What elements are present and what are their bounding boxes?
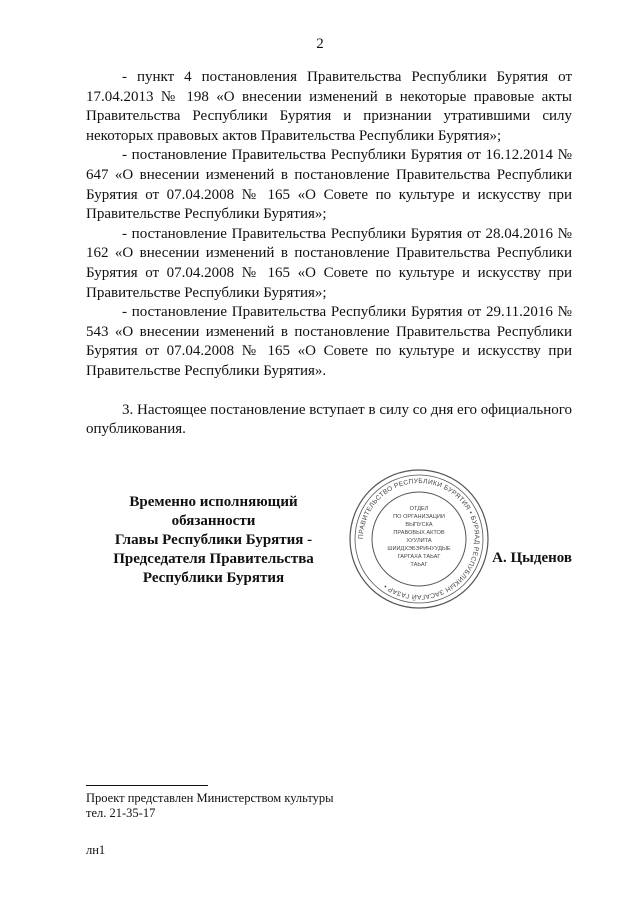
seal-text-line: ПРАВОВЫХ АКТОВ — [393, 530, 445, 536]
seal-text-line: ГАРГАХА ТАЬАГ — [397, 554, 441, 560]
seal-text-line: ТАЬАГ — [410, 562, 428, 568]
seal-text-line: ШИИДХЭБЭРИНУУДЫЕ — [387, 546, 451, 552]
footnote-phone: тел. 21-35-17 — [86, 806, 156, 820]
list-item: - постановление Правительства Республики Бурятия от 29.11.2016 № 543 «О внесении изменений в постановление Правительства Республики Бурятия от 07.04.2008 № 165 «О Совете по культуре и искусству при Правительстве Республики Бурятия». — [86, 304, 572, 379]
signatory-title-line: Республики Бурятия — [142, 570, 285, 586]
list-item: - постановление Правительства Республики Бурятия от 16.12.2014 № 647 «О внесении изменений в постановление Правительства Республики Бурятия от 07.04.2008 № 165 «О Совете по культуре и искусству при Правительстве Республики Бурятия»; — [86, 147, 572, 223]
document-body — [86, 68, 572, 440]
seal-ring-text: ПРАВИТЕЛЬСТВО РЕСПУБЛИКИ БУРЯТИЯ • БУРЯАД РЕСПУБЛИКЫН ЗАСАГАЙ ГАЗАР • — [357, 477, 481, 601]
signatory-title-line: Главы Республики Бурятия - — [114, 532, 313, 548]
official-seal — [348, 468, 490, 610]
signatory-name: А. Цыденов — [492, 550, 572, 566]
list-item: - пункт 4 постановления Правительства Республики Бурятия от 17.04.2013 № 198 «О внесении изменений в некоторые правовые акты Правительства Республики Бурятия и признании утратившими силу некоторых правовых актов Правительства Республики Бурятия»; — [86, 69, 572, 144]
page-number: 2 — [316, 36, 324, 52]
footnote-divider — [86, 785, 208, 786]
seal-text-line: ХУУЛИТА — [406, 538, 432, 544]
list-item: - постановление Правительства Республики Бурятия от 28.04.2016 № 162 «О внесении изменений в постановление Правительства Республики Бурятия от 07.04.2008 № 165 «О Совете по культуре и искусству при Правительстве Республики Бурятия»; — [86, 225, 572, 301]
footnote — [86, 791, 334, 821]
seal-text-line: ПО ОРГАНИЗАЦИИ — [393, 514, 445, 520]
seal-text-line: ОТДЕЛ — [409, 506, 429, 512]
closing-paragraph: 3. Настоящее постановление вступает в силу со дня его официального опубликования. — [86, 401, 572, 438]
footnote-author: Проект представлен Министерством культуры — [86, 791, 334, 805]
seal-text-line: ВЫПУСКА — [405, 522, 433, 528]
signatory-title-line: Председателя Правительства — [113, 551, 314, 567]
signatory-title-line: Временно исполняющий обязанности — [129, 494, 298, 529]
signatory-title — [86, 493, 341, 588]
footer-code: лн1 — [86, 843, 106, 857]
